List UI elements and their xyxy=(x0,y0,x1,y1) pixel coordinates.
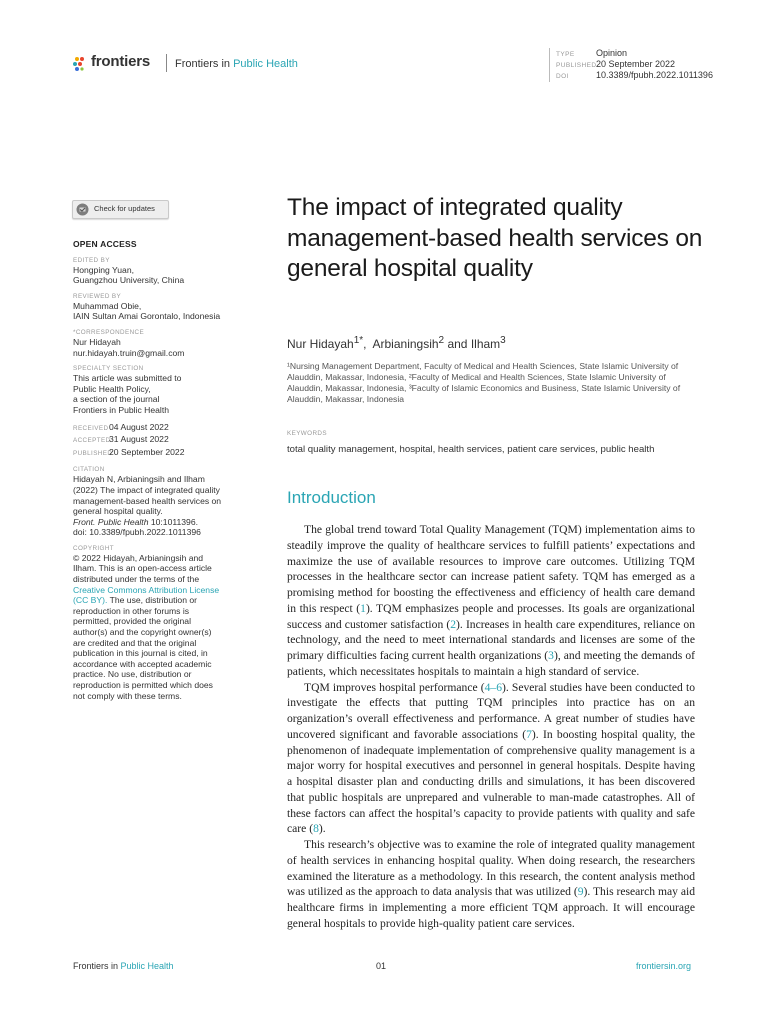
body-text: ). xyxy=(318,822,326,836)
edited-by-label: EDITED BY xyxy=(73,256,110,264)
author-name[interactable]: Nur Hidayah xyxy=(287,337,354,351)
reference-link[interactable]: 2 xyxy=(450,617,457,631)
body-text: ), and meeting the demands of patients, which necessitates hospitals to maintain a high standard of service. xyxy=(287,649,695,678)
body-text: ). In boosting hospital quality, the phenomenon of inadequate implementation of comprehensive quality management is a major worry for hospital executives and personnel in general hospitals. Despite having a hospital disaster plan and conducting drills and simulations, it has been discovered that public hospitals are unprepared and vulnerable to man-made catastrophes. All of these factors can affect the hospital’s capacity to provide patients with quality and safe care ( xyxy=(287,727,695,836)
body-paragraph xyxy=(287,680,695,838)
specialty-text: This article was submitted to Public Health Policy, a section of the journal Frontiers in Public Health xyxy=(73,373,182,415)
check-for-updates-label: Check for updates xyxy=(94,204,155,213)
meta-type xyxy=(556,48,627,58)
author-affiliation-marker: 1* xyxy=(353,335,364,346)
reference-link[interactable]: 1 xyxy=(360,601,366,615)
correspondence-label: *CORRESPONDENCE xyxy=(73,328,145,336)
article-body xyxy=(287,522,695,932)
header-divider xyxy=(166,54,167,72)
edited-by-section xyxy=(73,256,238,286)
author-name[interactable]: Ilham xyxy=(470,337,501,351)
citation-volume: 10:1011396. xyxy=(148,516,199,527)
meta-type-value: Opinion xyxy=(596,48,628,58)
frontiers-logo-icon xyxy=(72,56,88,72)
body-paragraph xyxy=(287,837,695,932)
body-text: ). Several studies have been conducted to investigate the effects that putting TQM principles into practice has on an organization’s overall effectiveness and performance. A great number of studies have uncovered significant and favorable associations ( xyxy=(287,680,695,741)
author-separator: and xyxy=(444,337,471,351)
body-paragraph xyxy=(287,522,695,680)
body-text: ). Increases in health care expenditures, reliance on technology, and the need to meet international standards and licenses are some of the primary difficulties facing current health organizations ( xyxy=(287,617,695,662)
copyright-label: COPYRIGHT xyxy=(73,544,115,552)
journal-prefix: Frontiers in xyxy=(175,58,231,70)
meta-doi xyxy=(556,70,713,80)
affiliations: ¹Nursing Management Department, Faculty of Medical and Health Sciences, State Islamic University of Alauddin, Makassar, Indonesia, ²Faculty of Medical and Health Sciences, State Islamic University of Alauddin, Makassar, Indonesia, ³Faculty of Islamic Economics and Business, State Islamic University of Alauddin, Makassar, Indonesia xyxy=(287,361,681,404)
frontiers-wordmark[interactable]: frontiers xyxy=(91,53,151,70)
correspondence-text[interactable]: Nur Hidayah nur.hidayah.truin@gmail.com xyxy=(73,336,185,358)
citation-doi[interactable]: doi: 10.3389/fpubh.2022.1011396 xyxy=(73,527,201,538)
author-affiliation-marker: 3 xyxy=(500,335,506,346)
meta-type-label: TYPE xyxy=(556,51,575,58)
footer-site-link[interactable]: frontiersin.org xyxy=(636,961,692,971)
page-number: 01 xyxy=(376,961,387,971)
received-date xyxy=(73,422,238,435)
meta-published-label: PUBLISHED xyxy=(556,62,597,69)
crossmark-icon xyxy=(76,203,89,216)
reference-link[interactable]: 3 xyxy=(548,649,554,662)
author-name[interactable]: Arbianingsih xyxy=(372,337,439,351)
open-access-label: OPEN ACCESS xyxy=(73,239,137,249)
meta-divider xyxy=(549,48,550,82)
citation-journal: Front. Public Health xyxy=(73,516,149,527)
specialty-section xyxy=(73,364,238,415)
copyright-text xyxy=(73,553,238,701)
specialty-label: SPECIALTY SECTION xyxy=(73,365,144,373)
reference-link[interactable]: 8 xyxy=(313,822,319,836)
published-value: 20 September 2022 xyxy=(109,446,185,457)
keywords-label: KEYWORDS xyxy=(287,430,327,437)
footer-journal-prefix: Frontiers in xyxy=(73,961,119,971)
published-date xyxy=(73,447,238,460)
reviewed-by-section xyxy=(73,292,238,322)
copyright-text-before: © 2022 Hidayah, Arbianingsih and Ilham. This is an open-access article distributed under the terms of the xyxy=(73,552,212,585)
journal-name-link[interactable] xyxy=(175,58,298,70)
meta-published-value: 20 September 2022 xyxy=(596,59,676,69)
accepted-date xyxy=(73,434,238,447)
keywords-text: total quality management, hospital, health services, patient care services, public health xyxy=(287,444,655,455)
citation-section xyxy=(73,465,238,538)
journal-title: Public Health xyxy=(233,58,298,70)
published-label: PUBLISHED xyxy=(73,449,113,457)
body-text: The global trend toward Total Quality Management (TQM) implementation aims to steadily improve the quality of healthcare services to fulfill patients’ expectations and maximize the use of available resources to improve care outcomes. Utilizing TQM processes in the healthcare sector can increase patient safety. TQM has emerged as a promising method for boosting the effectiveness and efficiency of health care demand in this respect ( xyxy=(287,523,695,615)
section-heading: Introduction xyxy=(287,488,376,507)
article-title: The impact of integrated quality management-based health services on general hospital quality xyxy=(287,194,703,282)
reference-link[interactable]: 4–6 xyxy=(484,680,502,694)
meta-doi-label: DOI xyxy=(556,73,569,80)
reviewed-by-text: Muhammad Obie, IAIN Sultan Amai Gorontalo, Indonesia xyxy=(73,300,221,322)
edited-by-text: Hongping Yuan, Guangzhou University, China xyxy=(73,264,185,286)
citation-label: CITATION xyxy=(73,466,105,474)
license-link[interactable]: Creative Commons Attribution License (CC BY). xyxy=(73,584,220,606)
footer-journal-name[interactable] xyxy=(73,961,174,971)
accepted-value: 31 August 2022 xyxy=(109,434,169,445)
meta-doi-value[interactable]: 10.3389/fpubh.2022.1011396 xyxy=(596,70,713,80)
footer-journal-title: Public Health xyxy=(120,961,174,971)
copyright-text-after: The use, distribution or reproduction in other forums is permitted, provided the original author(s) and the copyright owner(s) are credited and that the original publication in this journal is cited, in accordance with accepted academic practice. No use, distribution or reproduction is permitted which does not comply with these terms. xyxy=(73,595,213,701)
author-affiliation-marker: 2 xyxy=(438,335,445,346)
reference-link[interactable]: 9 xyxy=(577,885,584,899)
copyright-section xyxy=(73,544,238,701)
citation-journal-line xyxy=(73,517,238,528)
body-text: ). TQM emphasizes people and processes. Its goals are organizational success and customer satisfaction ( xyxy=(287,601,695,631)
reviewed-by-label: REVIEWED BY xyxy=(73,292,122,300)
correspondence-section xyxy=(73,328,238,358)
received-label: RECEIVED xyxy=(73,424,109,432)
article-info-sidebar xyxy=(73,239,238,707)
citation-text: Hidayah N, Arbianingsih and Ilham (2022) The impact of integrated quality management-based health services on general hospital quality. xyxy=(73,474,222,517)
accepted-label: ACCEPTED xyxy=(73,437,111,445)
body-text: ). This research may aid healthcare firms in implementing a more efficient TQM approach. It will encourage general hospitals to provide high-quality patient care services. xyxy=(287,885,696,930)
body-text: TQM improves hospital performance ( xyxy=(304,680,485,694)
dates-section xyxy=(73,422,238,460)
meta-published xyxy=(556,59,675,69)
body-text: This research’s objective was to examine the role of integrated quality management of health services in enhancing hospital quality. When doing research, the researchers examined the literature as a methodology. In this research, the content analysis method was utilized as the approach to data analysis that was utilized ( xyxy=(287,838,695,899)
author-list xyxy=(287,335,506,351)
reference-link[interactable]: 7 xyxy=(526,727,532,741)
check-for-updates-button[interactable] xyxy=(72,200,169,219)
received-value: 04 August 2022 xyxy=(109,421,169,432)
author-separator: , xyxy=(363,337,373,351)
